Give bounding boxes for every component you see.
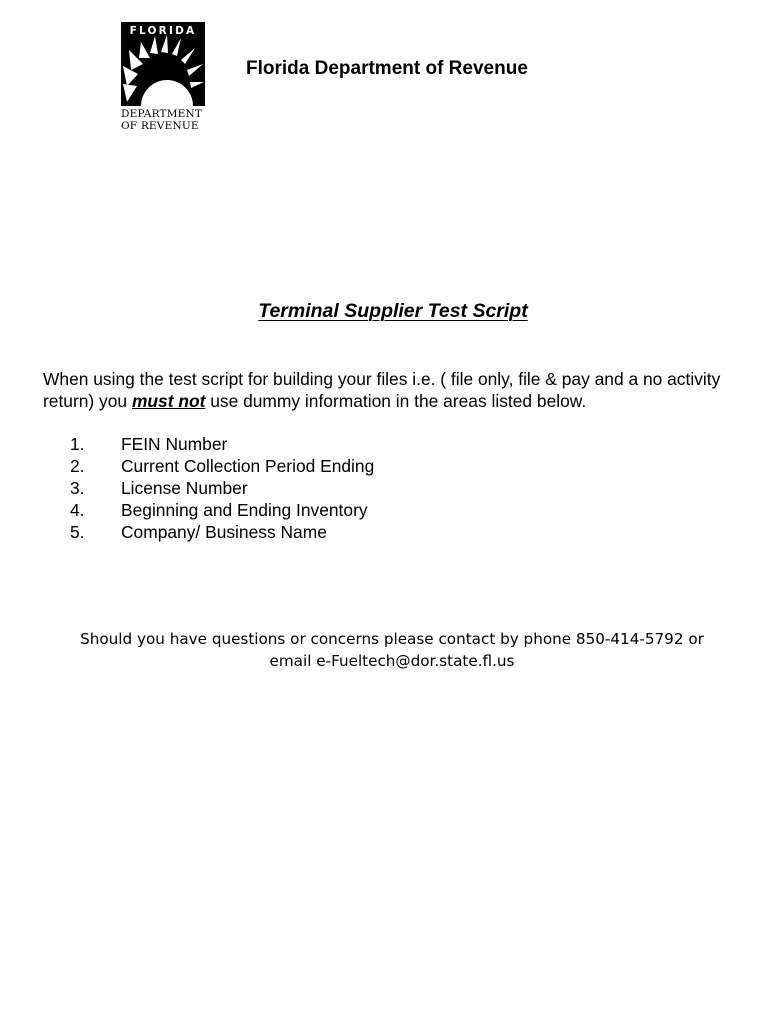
list-item-number: 3. xyxy=(70,478,85,498)
intro-line-2-end: use dummy information in the areas listed below. xyxy=(210,391,587,411)
contact-paragraph xyxy=(0,628,770,672)
document-title: Terminal Supplier Test Script xyxy=(258,300,528,322)
logo-of-revenue-text: OF REVENUE xyxy=(121,120,199,132)
intro-line-2 xyxy=(43,390,743,412)
list-item-text: FEIN Number xyxy=(121,434,228,454)
list-item-number: 2. xyxy=(70,456,85,476)
list-item-text: License Number xyxy=(121,478,248,498)
list-item-text: Company/ Business Name xyxy=(121,522,327,542)
list-item-number: 5. xyxy=(70,522,85,542)
list-item-number: 4. xyxy=(70,500,85,520)
florida-dor-logo xyxy=(121,22,205,136)
list-item-text: Current Collection Period Ending xyxy=(121,456,375,476)
logo-state-name: FLORIDA xyxy=(129,25,197,37)
list-item-text: Beginning and Ending Inventory xyxy=(121,500,368,520)
sun-disc xyxy=(141,80,193,106)
contact-email-line: email e-Fueltech@dor.state.fl.us xyxy=(269,652,515,670)
intro-line-1: When using the test script for building your files i.e. ( file only, file & pay and a no activity xyxy=(43,369,721,389)
agency-title: Florida Department of Revenue xyxy=(246,58,528,79)
must-not-emphasis: must not xyxy=(131,391,206,411)
intro-line-2-start: return) you xyxy=(43,391,128,411)
intro-paragraph xyxy=(43,368,743,412)
contact-line-1: Should you have questions or concerns please contact by phone 850-414-5792 or xyxy=(80,630,704,648)
sunburst-icon xyxy=(121,22,205,106)
logo-department-text: DEPARTMENT xyxy=(121,108,203,120)
list-item-number: 1. xyxy=(70,434,85,454)
